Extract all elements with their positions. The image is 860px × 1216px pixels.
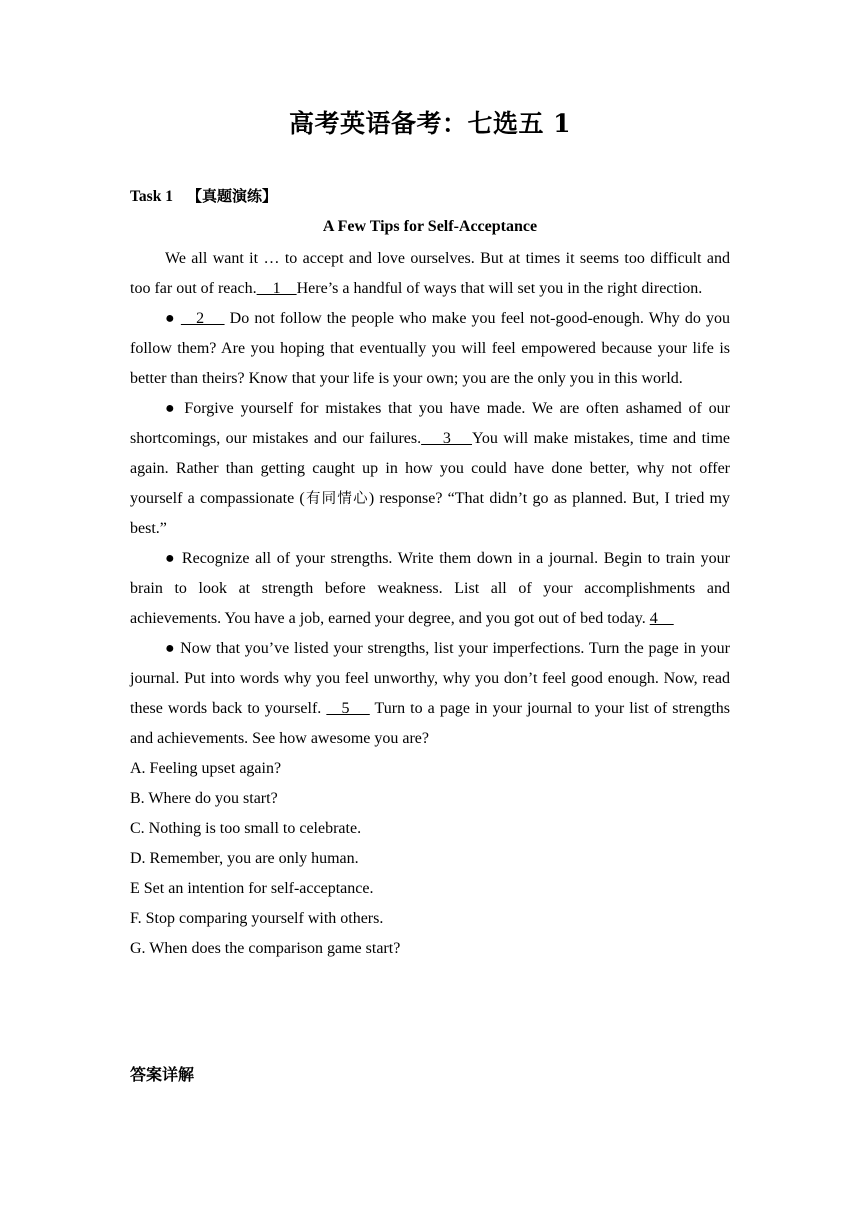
option-a: A. Feeling upset again? xyxy=(130,760,282,777)
blank-2: 2 xyxy=(180,310,225,327)
task-heading xyxy=(130,185,277,206)
paragraph-text: ) response? “That didn’t go as planned. But, I tried my best.” xyxy=(130,490,730,537)
blank-5: 5 xyxy=(326,700,370,717)
paragraph-tip-2 xyxy=(130,394,730,544)
paragraph-tip-1 xyxy=(130,304,730,394)
passage-title: A Few Tips for Self-Acceptance xyxy=(322,218,538,235)
paragraph-text: Here’s a handful of ways that will set you in the right direction. xyxy=(296,280,703,297)
paragraph-tip-3 xyxy=(130,544,730,634)
paragraph-text: ● Recognize all of your strengths. Write them down in a journal. Begin to train your brain to look at strength before weakness. List all of your accomplishments and achievements. You have a job, earned your degree, and you got out of bed today. xyxy=(130,550,730,627)
paragraph-tip-4 xyxy=(130,634,730,754)
task-tag: 【真题演练】 xyxy=(186,187,277,205)
option-e: E Set an intention for self-acceptance. xyxy=(130,880,374,897)
paragraph-text: You will make mistakes, time and time again. Rather than getting caught up in how you could have done better, why not offer yourself a compassionate ( xyxy=(130,430,731,507)
page-title: 高考英语备考：七选五 1 xyxy=(288,109,572,138)
paragraph-text: Turn to a page in your journal to your list of strengths and achievements. See how awesome you are? xyxy=(130,700,731,747)
paragraph-text: We all want it … to accept and love ourselves. But at times it seems too difficult and too far out of reach. xyxy=(130,250,730,297)
chinese-gloss: 有同情心 xyxy=(304,491,369,507)
option-b: B. Where do you start? xyxy=(130,790,278,807)
passage-body xyxy=(130,244,730,964)
option-g: G. When does the comparison game start? xyxy=(130,940,401,957)
paragraph-text: Do not follow the people who make you feel not-good-enough. Why do you follow them? Are you hoping that eventually you will feel empowered because your life is better than theirs? Know that your life is your own; you are the only you in this world. xyxy=(130,310,731,387)
paragraph-text: ● Forgive yourself for mistakes that you have made. We are often ashamed of our shortcomings, our mistakes and our failures. xyxy=(130,400,730,447)
blank-4: 4 xyxy=(649,610,674,627)
paragraph-intro xyxy=(130,244,730,304)
option-d: D. Remember, you are only human. xyxy=(130,850,359,867)
option-c: C. Nothing is too small to celebrate. xyxy=(130,820,362,837)
blank-3: 3 xyxy=(421,430,472,447)
paragraph-text: ● Now that you’ve listed your strengths, list your imperfections. Turn the page in your journal. Put into words why you feel unworthy, why you don’t feel good enough. Now, read these words back to yourself. xyxy=(130,640,730,717)
blank-1: 1 xyxy=(256,280,297,297)
task-label: Task 1 xyxy=(130,188,173,205)
bullet: ● xyxy=(165,310,181,327)
answer-heading: 答案详解 xyxy=(130,1065,195,1084)
option-f: F. Stop comparing yourself with others. xyxy=(130,910,384,927)
